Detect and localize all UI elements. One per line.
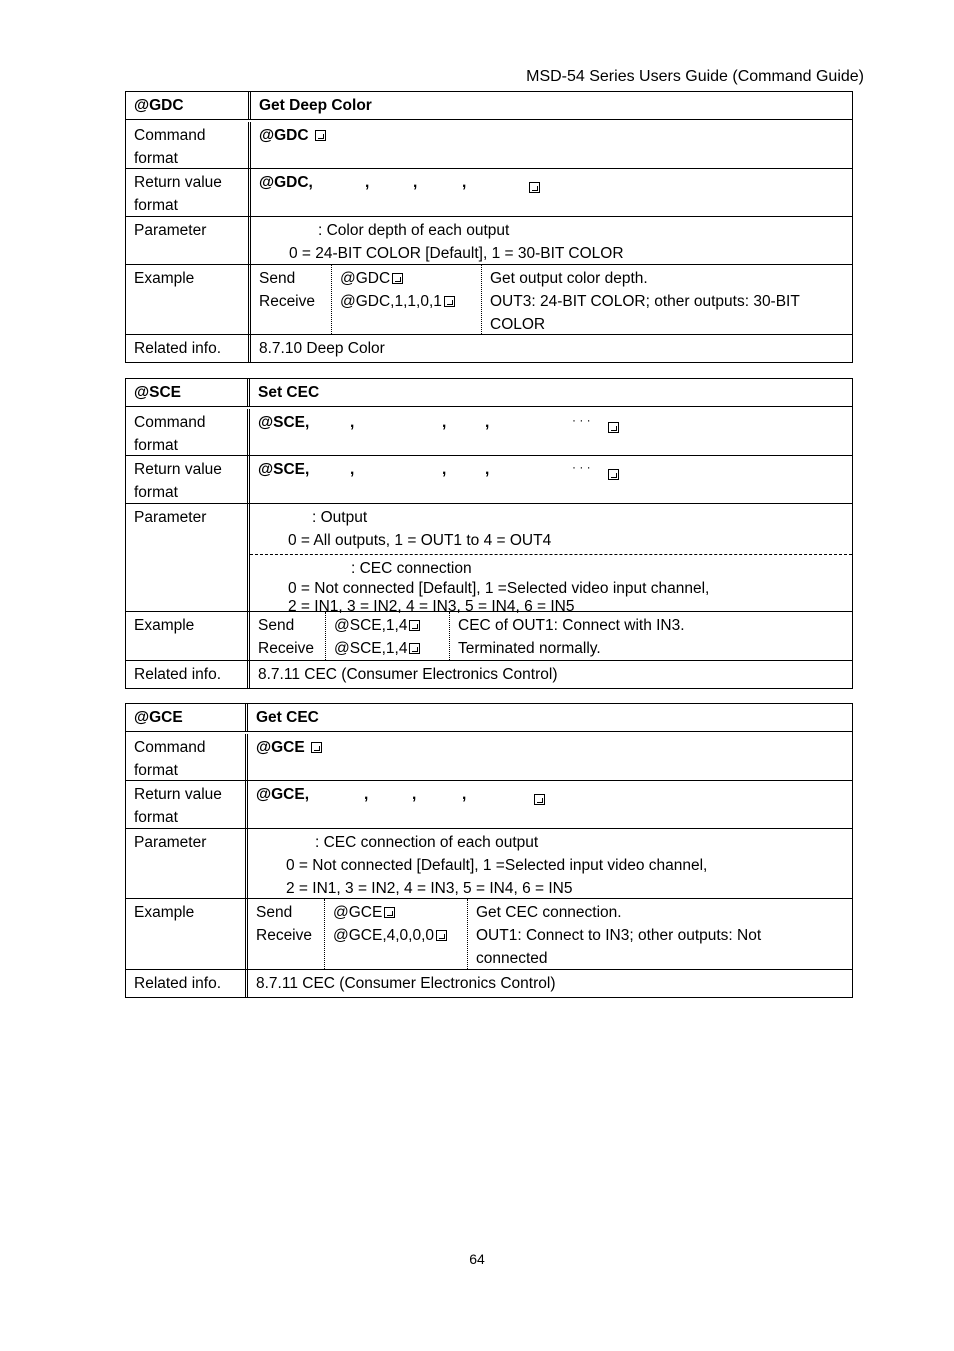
gce-return-format <box>248 781 852 828</box>
sce-example <box>250 612 852 660</box>
param-desc: : Color depth of each output <box>318 222 510 239</box>
sce-parameter <box>250 504 852 615</box>
send-description: Get CEC connection. <box>476 904 622 921</box>
return-key-icon <box>384 907 395 918</box>
sce-related-info: 8.7.11 CEC (Consumer Electronics Control) <box>258 666 558 683</box>
gce-related-info: 8.7.11 CEC (Consumer Electronics Control) <box>256 975 556 992</box>
label-line: Command <box>134 414 206 431</box>
parameter-label: Parameter <box>126 217 251 264</box>
gdc-example-row <box>126 264 852 334</box>
param-desc: : CEC connection <box>351 560 472 577</box>
gce-command-format <box>248 734 852 780</box>
receive-description: connected <box>476 950 548 967</box>
label-line: Command <box>134 127 206 144</box>
gdc-command-table <box>125 91 853 363</box>
send-command: @SCE,1,4 <box>334 617 408 634</box>
receive-command: @SCE,1,4 <box>334 640 408 657</box>
gce-parameter <box>248 829 852 898</box>
related-info-label: Related info. <box>126 335 251 362</box>
related-info-label: Related info. <box>126 661 250 688</box>
gdc-related-row <box>126 334 852 362</box>
comma: , <box>412 786 417 803</box>
sce-parameter-row <box>126 503 852 615</box>
gdc-return-format-row <box>126 168 852 216</box>
label-line: Command <box>134 739 206 756</box>
receive-label: Receive <box>258 640 314 657</box>
page-number: 64 <box>469 1251 485 1267</box>
example-label: Example <box>126 899 248 969</box>
comma: , <box>350 414 355 431</box>
gdc-title-row <box>126 92 852 120</box>
receive-command: @GDC,1,1,0,1 <box>340 293 442 310</box>
sce-command-title: Set CEC <box>258 384 320 401</box>
sce-related-row <box>126 660 852 688</box>
return-key-icon <box>315 130 326 141</box>
comma: , <box>413 174 418 191</box>
return-format-text: @GCE, <box>256 786 310 803</box>
receive-label: Receive <box>259 293 315 310</box>
gce-title-row <box>126 704 852 732</box>
command-format-text: @SCE, <box>258 414 310 431</box>
return-key-icon <box>534 794 545 805</box>
gce-command-title: Get CEC <box>256 709 319 726</box>
return-format-text: @GDC, <box>259 174 313 191</box>
sce-command-format-row <box>126 409 852 455</box>
return-key-icon <box>436 930 447 941</box>
comma: , <box>442 461 447 478</box>
comma: , <box>364 786 369 803</box>
gdc-example <box>251 265 852 334</box>
receive-label: Receive <box>256 927 312 944</box>
comma: , <box>485 461 490 478</box>
sce-return-format-row <box>126 455 852 503</box>
command-format-text: @GCE <box>256 739 305 756</box>
gce-example-row <box>126 898 852 969</box>
gce-command-name: @GCE <box>126 704 248 731</box>
parameter-label: Parameter <box>126 829 248 898</box>
label-line: Return value <box>134 174 222 191</box>
send-description: Get output color depth. <box>490 270 648 287</box>
param-values: 0 = All outputs, 1 = OUT1 to 4 = OUT4 <box>288 532 552 549</box>
return-format-label <box>126 169 251 216</box>
gdc-command-format <box>251 122 852 168</box>
parameter-label: Parameter <box>126 504 250 611</box>
return-key-icon <box>409 643 420 654</box>
gdc-related-info: 8.7.10 Deep Color <box>259 340 385 357</box>
return-key-icon <box>392 273 403 284</box>
label-line: format <box>134 762 178 779</box>
return-key-icon <box>608 422 619 433</box>
comma: , <box>462 786 467 803</box>
ellipsis: · · · <box>572 460 591 474</box>
param-desc: : Output <box>312 509 368 526</box>
gdc-parameter-row <box>126 216 852 264</box>
ellipsis: · · · <box>572 413 591 427</box>
comma: , <box>365 174 370 191</box>
command-format-label <box>126 122 251 168</box>
gce-example <box>248 899 852 969</box>
command-format-text: @GDC <box>259 127 309 144</box>
send-label: Send <box>259 270 296 287</box>
gdc-command-title: Get Deep Color <box>259 97 372 114</box>
sce-command-table <box>125 378 853 689</box>
sce-title-row <box>126 379 852 407</box>
receive-description: OUT1: Connect to IN3; other outputs: Not <box>476 927 762 944</box>
gce-command-format-row <box>126 734 852 780</box>
return-key-icon <box>311 742 322 753</box>
receive-description: Terminated normally. <box>458 640 601 657</box>
comma: , <box>462 174 467 191</box>
comma: , <box>350 461 355 478</box>
command-format-label <box>126 734 248 780</box>
send-label: Send <box>258 617 295 634</box>
return-format-label <box>126 781 248 828</box>
send-description: CEC of OUT1: Connect with IN3. <box>458 617 685 634</box>
label-line: format <box>134 484 178 501</box>
gdc-command-format-row <box>126 122 852 168</box>
label-line: format <box>134 197 178 214</box>
gdc-return-format <box>251 169 852 216</box>
gdc-parameter <box>251 217 852 264</box>
gce-return-format-row <box>126 780 852 828</box>
label-line: Return value <box>134 786 222 803</box>
page-header: MSD-54 Series Users Guide (Command Guide) <box>526 68 864 85</box>
comma: , <box>442 414 447 431</box>
sce-example-row <box>126 611 852 660</box>
param-desc: : CEC connection of each output <box>315 834 539 851</box>
param-values: 2 = IN1, 3 = IN2, 4 = IN3, 5 = IN4, 6 = IN5 <box>286 880 573 897</box>
return-key-icon <box>409 620 420 631</box>
return-format-text: @SCE, <box>258 461 310 478</box>
sce-return-format <box>250 456 852 503</box>
related-info-label: Related info. <box>126 970 248 997</box>
sce-command-format <box>250 409 852 455</box>
return-format-label <box>126 456 250 503</box>
send-command: @GDC <box>340 270 391 287</box>
receive-description: OUT3: 24-BIT COLOR; other outputs: 30-BIT <box>490 293 800 310</box>
send-command: @GCE <box>333 904 383 921</box>
return-key-icon <box>529 182 540 193</box>
param-values: 0 = 24-BIT COLOR [Default], 1 = 30-BIT COLOR <box>289 245 624 262</box>
command-format-label <box>126 409 250 455</box>
example-label: Example <box>126 612 250 660</box>
label-line: format <box>134 437 178 454</box>
label-line: format <box>134 809 178 826</box>
param-values: 0 = Not connected [Default], 1 =Selected video input channel, <box>288 580 710 597</box>
label-line: Return value <box>134 461 222 478</box>
receive-description: COLOR <box>490 316 546 333</box>
param-values: 2 = IN1, 3 = IN2, 4 = IN3, 5 = IN4, 6 = IN5 <box>288 598 575 615</box>
gce-command-table <box>125 703 853 998</box>
receive-command: @GCE,4,0,0,0 <box>333 927 435 944</box>
example-label: Example <box>126 265 251 334</box>
gce-related-row <box>126 969 852 997</box>
gdc-command-name: @GDC <box>126 92 251 119</box>
param-values: 0 = Not connected [Default], 1 =Selected input video channel, <box>286 857 708 874</box>
return-key-icon <box>444 296 455 307</box>
label-line: format <box>134 150 178 167</box>
gce-parameter-row <box>126 828 852 898</box>
return-key-icon <box>608 469 619 480</box>
send-label: Send <box>256 904 293 921</box>
sce-command-name: @SCE <box>126 379 250 406</box>
comma: , <box>485 414 490 431</box>
